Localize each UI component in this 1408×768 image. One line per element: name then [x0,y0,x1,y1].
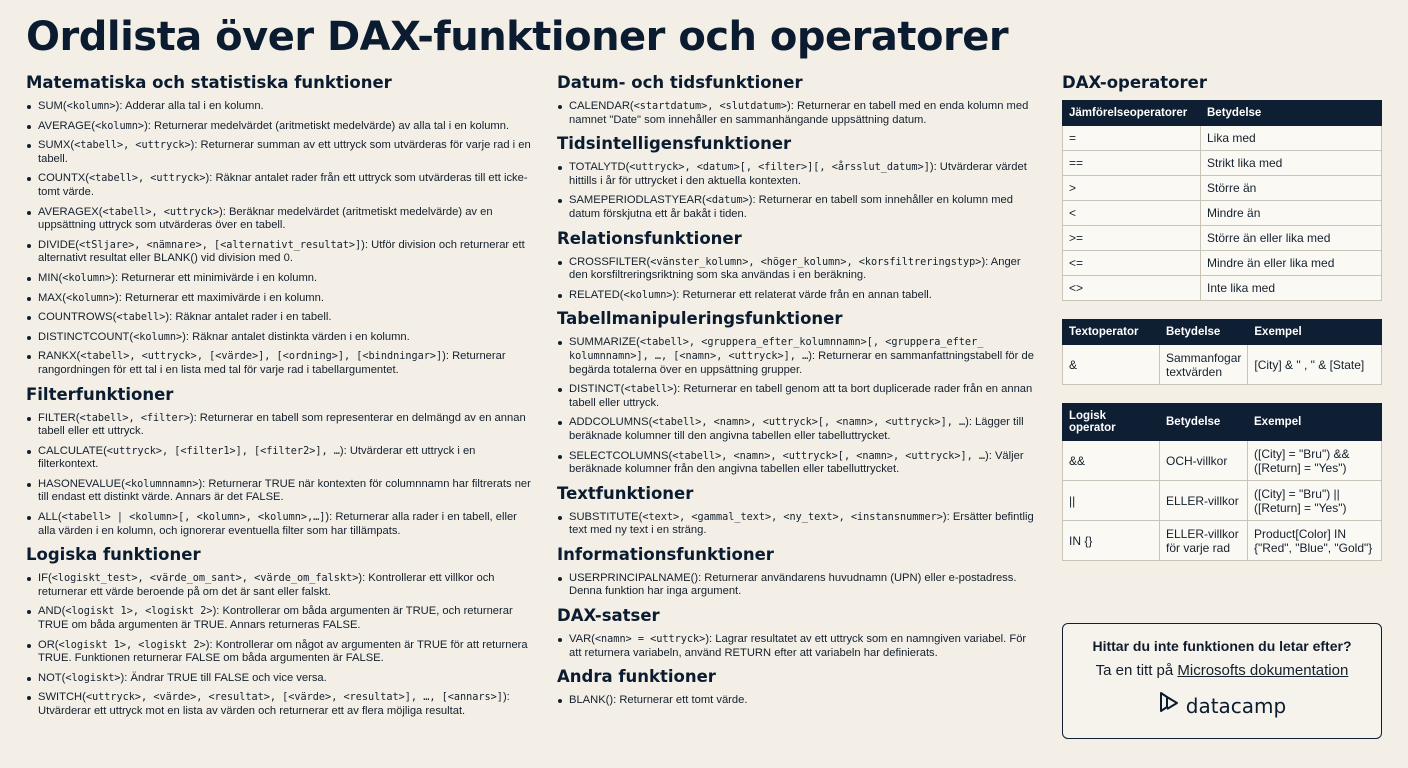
list-item [26,672,536,686]
function-args: <kolumn> [95,120,145,132]
list-item [26,206,536,233]
table-cell: = [1063,126,1201,151]
table-cell: Sammanfogar textvärden [1160,345,1248,385]
list-item [26,691,536,718]
function-name: AVERAGE( [38,119,95,132]
function-name: ADDCOLUMNS( [569,416,653,429]
list-item [557,450,1037,477]
column-operators [1062,72,1382,561]
table-row [1063,176,1382,201]
list-item [557,572,1037,599]
function-name: CALENDAR( [569,100,634,112]
function-name: COUNTROWS( [38,311,117,324]
section-heading: Andra funktioner [557,667,716,687]
function-args: <uttryck>, <datum>[, <filter>][, <årsslut_datum>] [629,162,930,174]
table-row [1063,226,1382,251]
function-name: CALCULATE( [38,444,107,457]
table-cell: < [1063,201,1201,226]
function-args: <tabell> [624,384,674,396]
table-cell: & [1063,345,1160,385]
list-item [557,194,1037,221]
function-name: USERPRINCIPALNAME(): Returnerar användarens huvudnamn (UPN) eller e-postadress. Denna funktion har inga argument. [569,571,1017,598]
function-name: RELATED( [569,288,624,301]
table-row [1063,345,1382,385]
function-description: ): Returnerar ett relaterat värde från en annan tabell. [672,288,932,301]
function-name: TOTALYTD( [569,161,630,174]
function-description: ): Lägger till beräknade kolumner till den angivna tabellen eller tabelluttrycket. [569,416,1024,442]
function-args: <tabell>, <uttryck> [74,140,191,152]
function-args: <kolumn> [62,272,112,284]
section-heading: Filterfunktioner [26,384,174,404]
function-description: ): Utvärderar värdet hittills i år för uttrycket i den aktuella kontexten. [569,161,1027,187]
section [26,384,536,539]
table-cell: > [1063,176,1201,201]
function-description: ): Kontrollerar om båda argumenten är TRUE, och returnerar TRUE om båda argumenten är TRUE. Annars returneras FALSE. [38,605,513,632]
function-description: ): Beräknar medelvärdet (aritmetiskt medelvärde) av en uppsättning uttryck som utvärderas över en tabell. [38,205,493,232]
callout-question: Hittar du inte funktionen du letar efter? [1092,638,1352,654]
table-header: Jämförelseoperatorer [1063,101,1201,126]
table-cell: == [1063,151,1201,176]
section [557,308,1037,476]
function-args: <kolumn> [623,289,673,301]
list-item [26,605,536,632]
function-name: OR( [38,638,59,651]
table-cell: IN {} [1063,521,1160,561]
table-row [1063,201,1382,226]
list-item [26,272,536,286]
table-row [1063,251,1382,276]
function-name: VAR( [569,633,595,646]
section-heading: DAX-satser [557,606,660,626]
list-item [557,633,1037,660]
function-args: <kolumn> [133,331,183,343]
function-name: DIVIDE( [38,238,80,251]
table-cell: <= [1063,251,1201,276]
section-heading: Textfunktioner [557,483,694,503]
function-description: ): Utvärderar ett uttryck i en filterkontext. [38,444,476,471]
function-list [26,100,536,378]
list-item [557,100,1037,127]
function-args: <tabell>, <uttryck>, [<värde>], [<ordning>], [<bindningar>] [80,351,443,363]
table-cell: && [1063,441,1160,481]
table-cell: Mindre än [1201,201,1382,226]
table-header: Textoperator [1063,320,1160,345]
function-name: DISTINCTCOUNT( [38,330,134,343]
function-name: COUNTX( [38,172,89,185]
list-item [557,161,1037,188]
section-heading: Logiska funktioner [26,545,201,565]
table-cell: >= [1063,226,1201,251]
function-name: FILTER( [38,411,80,424]
section-heading: Informationsfunktioner [557,544,774,564]
table-cell: ELLER-villkor [1160,481,1248,521]
function-name: SELECTCOLUMNS( [569,449,673,462]
list-item [26,292,536,306]
function-args: <uttryck>, <värde>, <resultat>, [<värde>, <resultat>], …, [<annars>] [85,692,503,704]
table-header: Exempel [1248,320,1382,345]
function-description: ): Ersätter befintlig text med ny text i en sträng. [569,510,1034,537]
function-args: <tSljare>, <nämnare>, [<alternativt_resultat>] [79,239,362,251]
function-args: <uttryck>, [<filter1>], [<filter2>], … [106,445,340,457]
function-description: ): Räknar antalet rader från ett uttryck som utvärderas till ett icke-tomt värde. [38,172,528,198]
function-description: ): Väljer beräknade kolumner från den angivna tabellen eller tabelluttrycket. [569,449,1024,476]
logical-operators-table [1062,403,1382,561]
function-name: NOT( [38,671,66,684]
table-header: Exempel [1248,404,1382,441]
list-item [26,311,536,325]
function-args: <tabell>, <uttryck> [88,173,206,185]
function-name: AND( [38,605,66,618]
function-description: ): Kontrollerar ett villkor och returnerar ett värde beroende på om det är sant eller falskt. [38,572,495,598]
function-args: <tabell>, <namn>, <uttryck>[, <namn>, <uttryck>], … [652,417,966,429]
function-name: DISTINCT( [569,383,625,396]
list-item [26,478,536,505]
table-header: Betydelse [1201,101,1382,126]
function-description: ): Returnerar TRUE när kontexten för columnnamn har filtrerats ner till endast ett distinkt värde. Annars är det FALSE. [38,477,531,504]
function-name: MIN( [38,271,63,284]
function-list [557,572,1037,599]
function-list [557,633,1037,660]
list-item [557,511,1037,538]
function-list [557,694,1037,708]
section [557,72,1037,127]
column-middle [557,72,1037,714]
table-header: Logisk operator [1063,404,1160,441]
function-args: <logiskt_test>, <värde_om_sant>, <värde_om_falskt> [51,573,359,585]
function-description: ): Returnerar ett maximivärde i en kolumn. [115,291,324,304]
function-description: ): Utför division och returnerar ett alternativt resultat eller BLANK() vid division med 0. [38,238,525,265]
function-name: SUMMARIZE( [569,336,640,349]
table-cell: OCH-villkor [1160,441,1248,481]
function-args: <kolumn> [66,101,116,112]
table-header: Betydelse [1160,320,1248,345]
function-list [26,572,536,718]
table-row [1063,441,1382,481]
list-item [26,412,536,439]
function-args: <kolumn> [65,292,116,304]
function-name: SUMX( [38,139,75,152]
function-name: SUM( [38,100,67,112]
function-list [557,511,1037,538]
list-item [557,694,1037,708]
function-description: ): Lagrar resultatet av ett uttryck som en namngiven variabel. För att returnera variabeln, använd RETURN efter att variabeln har definierats. [569,633,1027,659]
function-description: ): Räknar antalet rader i en tabell. [165,311,332,324]
function-list [557,100,1037,127]
section [557,666,1037,708]
datacamp-wordmark: datacamp [1185,693,1287,718]
function-description: ): Anger den korsfiltreringsriktning som ska användas i en beräkning. [569,255,1021,282]
function-description: ): Utvärderar ett uttryck mot en lista av värden och returnerar ett av flera möjliga resultat. [38,691,510,717]
function-description: ): Returnerar alla rader i en tabell, eller alla värden i en kolumn, och ignorerar eventuella filter som har tillämpats. [38,511,517,537]
table-cell: Större än eller lika med [1201,226,1382,251]
function-args: <vänster_kolumn>, <höger_kolumn>, <korsfiltreringstyp> [650,256,982,268]
section [557,544,1037,599]
function-args: <datum> [705,195,749,207]
function-name: IF( [38,572,52,585]
table-cell: Inte lika med [1201,276,1382,301]
operators-heading: DAX-operatorer [1062,73,1207,92]
table-cell: [City] & " , " & [State] [1248,345,1382,385]
function-args: <tabell>, <uttryck> [102,206,219,218]
function-args: <logiskt 1>, <logiskt 2> [58,639,206,651]
text-operators-table [1062,319,1382,385]
function-args: <kolumnnamn> [124,478,199,490]
function-list [26,412,536,539]
section-heading: Tidsintelligensfunktioner [557,134,792,154]
section [557,133,1037,221]
table-row [1063,481,1382,521]
function-description: ): Returnerar ett minimivärde i en kolumn. [111,271,318,284]
table-cell: Lika med [1201,126,1382,151]
section-heading: Datum- och tidsfunktioner [557,73,803,92]
list-item [26,239,536,266]
list-item [26,120,536,134]
function-description: ): Adderar alla tal i en kolumn. [115,100,264,112]
list-item [26,572,536,599]
list-item [557,416,1037,443]
function-name: CROSSFILTER( [569,255,651,268]
function-description: ): Ändrar TRUE till FALSE och vice versa. [120,671,327,684]
list-item [26,172,536,199]
table-cell: ELLER-villkor för varje rad [1160,521,1248,561]
function-name: ALL( [38,511,62,524]
function-description: ): Returnerar rangordningen för ett tal i en lista med tal för varje rad i tabellargumentet. [38,350,506,376]
function-args: <tabell>, <namn>, <uttryck>[, <namn>, <uttryck>], … [672,450,986,462]
list-item [26,350,536,377]
table-cell: || [1063,481,1160,521]
list-item [557,256,1037,283]
table-row [1063,276,1382,301]
function-name: SWITCH( [38,691,86,704]
table-header: Betydelse [1160,404,1248,441]
function-description: ): Returnerar en tabell som representerar en delmängd av en annan tabell eller ett uttryck. [38,411,526,438]
table-cell: Product[Color] IN {"Red", "Blue", "Gold"} [1248,521,1382,561]
table-cell: ([City] = "Bru") || ([Return] = "Yes") [1248,481,1382,521]
help-callout [1062,623,1382,739]
function-list [557,256,1037,303]
function-args: <namn> = <uttryck> [594,634,706,646]
table-row [1063,151,1382,176]
function-name: BLANK(): Returnerar ett tomt värde. [569,694,748,707]
list-item [557,336,1037,377]
section-heading: Matematiska och statistiska funktioner [26,73,392,92]
function-args: <tabell>, <gruppera_efter_kolumnnamn>[, <gruppera_efter_ kolumnnamn>], …, [<namn>, <uttryck>], … [569,337,984,362]
function-description: ): Räknar antalet distinkta värden i en kolumn. [182,330,410,343]
function-args: <logiskt 1>, <logiskt 2> [65,606,213,618]
function-args: <tabell> [116,312,166,324]
page-title: Ordlista över DAX-funktioner och operatorer [26,14,1009,60]
table-row [1063,521,1382,561]
comparison-operators-table [1062,100,1382,301]
function-args: <tabell>, <filter> [79,412,190,424]
microsoft-docs-link[interactable]: Microsofts dokumentation [1177,662,1349,679]
table-cell: ([City] = "Bru") && ([Return] = "Yes") [1248,441,1382,481]
table-cell: Mindre än eller lika med [1201,251,1382,276]
list-item [26,331,536,345]
list-item [26,639,536,666]
datacamp-logo-icon [1158,691,1180,720]
table-row [1063,126,1382,151]
section-heading: Relationsfunktioner [557,228,742,248]
function-name: MAX( [38,291,66,304]
function-name: HASONEVALUE( [38,477,125,490]
function-name: SAMEPERIODLASTYEAR( [569,194,706,207]
list-item [26,445,536,472]
datacamp-brand [1063,691,1381,720]
list-item [557,383,1037,410]
callout-lead-text: Ta en titt på [1095,662,1178,679]
callout-lead [1063,662,1381,679]
function-list [557,336,1037,476]
table-cell: Större än [1201,176,1382,201]
function-args: <startdatum>, <slutdatum> [633,101,787,112]
function-description: ): Returnerar summan av ett uttryck som utvärderas för varje rad i en tabell. [38,139,531,165]
section [557,483,1037,538]
function-description: ): Returnerar en tabell genom att ta bort duplicerade rader från en annan tabell eller uttryck. [569,383,1033,409]
function-description: ): Returnerar medelvärdet (aritmetiskt medelvärde) av alla tal i en kolumn. [144,119,510,132]
section [26,544,536,718]
section [26,72,536,378]
section-heading: Tabellmanipuleringsfunktioner [557,309,843,329]
list-item [26,100,536,114]
section [557,605,1037,660]
function-name: AVERAGEX( [38,205,103,218]
function-args: <text>, <gammal_text>, <ny_text>, <instansnummer> [642,511,943,523]
list-item [557,289,1037,303]
function-list [557,161,1037,221]
function-name: SUBSTITUTE( [569,510,643,523]
function-description: ): Kontrollerar om något av argumenten är TRUE för att returnera TRUE. Funktionen returnerar FALSE om båda argumenten är FALSE. [38,638,528,665]
list-item [26,511,536,538]
table-cell: <> [1063,276,1201,301]
function-description: ): Returnerar en sammanfattningstabell för de begärda totalerna över en uppsättning grupper. [569,349,1034,376]
function-description: ): Returnerar en tabell som innehåller en kolumn med datum förskjutna ett år bakåt i tiden. [569,194,1014,220]
list-item [26,139,536,166]
column-left [26,72,536,725]
function-description: ): Returnerar en tabell med en enda kolumn med namnet "Date" som innehåller en sammanhängande uppsättning datum. [569,100,1029,126]
function-name: RANKX( [38,350,81,363]
table-cell: Strikt lika med [1201,151,1382,176]
function-args: <tabell> | <kolumn>[, <kolumn>, <kolumn>,…] [61,512,326,524]
function-args: <logiskt> [65,672,121,684]
section [557,228,1037,303]
